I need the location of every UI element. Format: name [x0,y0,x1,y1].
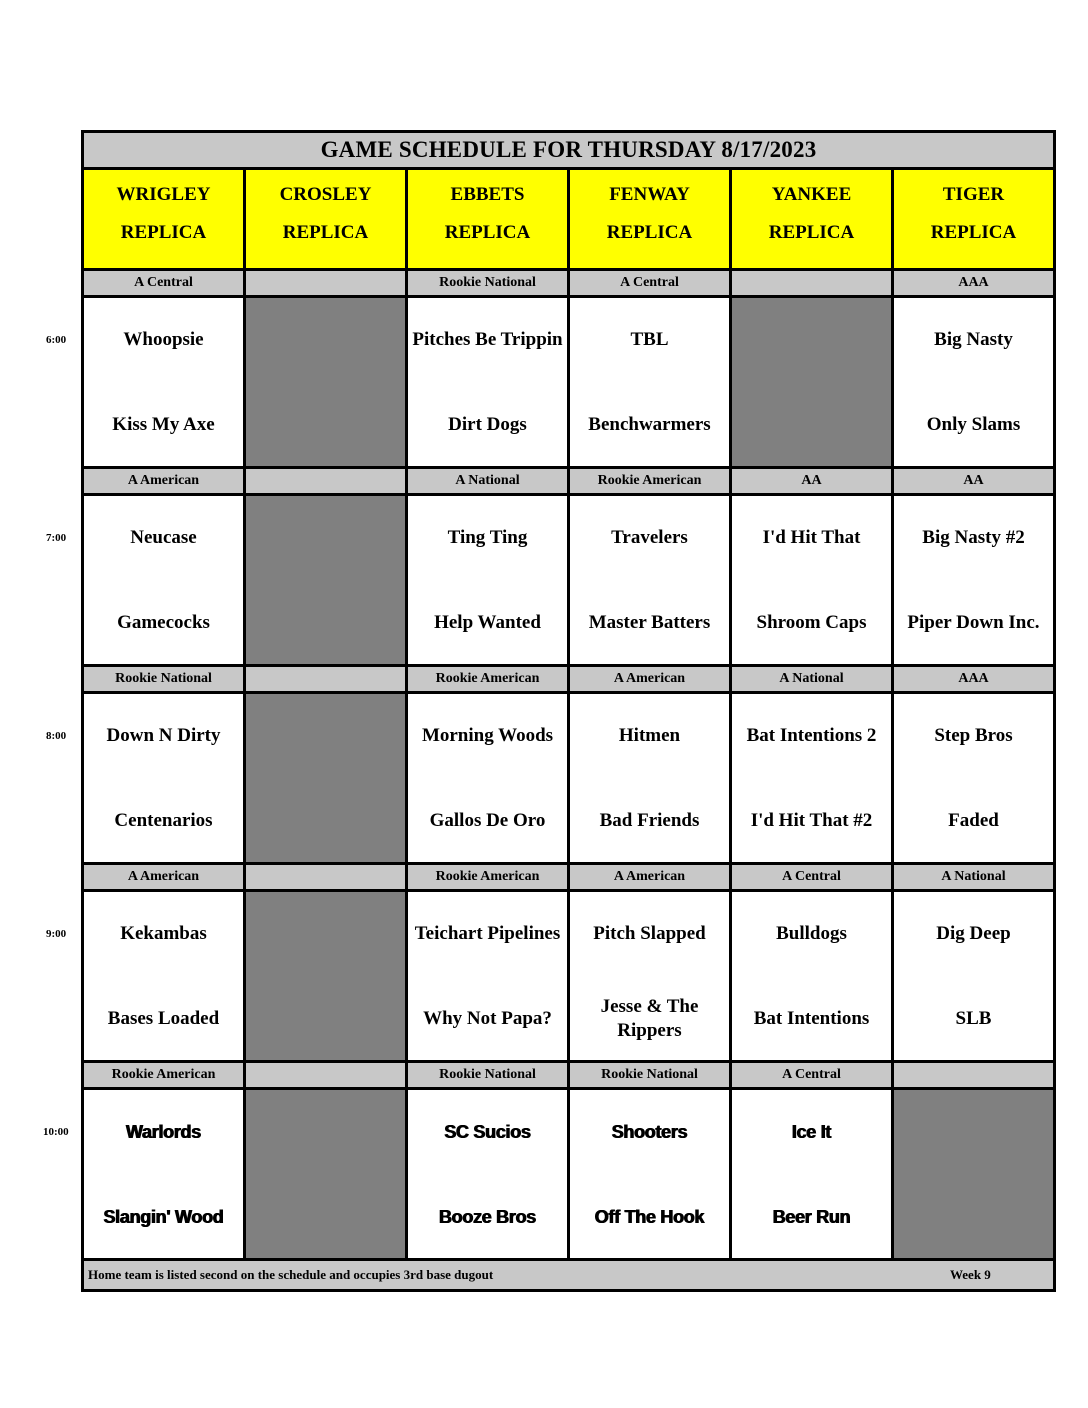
away-team: Pitches Be Trippin [412,329,563,350]
division-label: A National [894,865,1053,889]
field-name: CROSLEY [279,184,372,205]
division-row [84,865,1053,892]
game-row [84,1090,1053,1261]
game-cell [84,298,246,466]
empty-field-slot [246,1090,408,1258]
home-team: SLB [955,1008,992,1029]
empty-field-slot [246,892,408,1060]
field-header-fenway [570,170,732,268]
field-header-tiger [894,170,1053,268]
field-header-wrigley [84,170,246,268]
away-team: Neucase [130,527,197,548]
game-cell [408,1090,570,1258]
game-cell [570,1090,732,1258]
home-team: Bat Intentions [753,1008,870,1029]
home-team: Bases Loaded [107,1008,220,1029]
game-cell [84,694,246,862]
away-team: Step Bros [934,725,1013,746]
home-team: Kiss My Axe [112,414,215,435]
game-cell [570,298,732,466]
home-team: Booze Bros [438,1207,536,1227]
division-label: Rookie National [570,1063,732,1087]
home-team: Why Not Papa? [423,1008,552,1029]
field-name: YANKEE [771,184,852,205]
field-type: REPLICA [930,222,1017,243]
division-label: Rookie National [408,1063,570,1087]
away-team: Dig Deep [936,923,1011,944]
away-team: Bulldogs [776,923,847,944]
division-label: A Central [732,865,894,889]
away-team: Travelers [611,527,688,548]
division-row [84,1063,1053,1090]
away-team: I'd Hit That [762,527,861,548]
home-team: I'd Hit That #2 [750,810,873,831]
game-cell [408,496,570,664]
division-label: Rookie National [84,667,246,691]
game-cell [570,694,732,862]
division-label: A American [570,865,732,889]
away-team: Morning Woods [421,725,554,746]
away-team: TBL [630,329,669,350]
away-team: Big Nasty #2 [922,527,1025,548]
game-row [84,694,1053,865]
game-cell [894,496,1053,664]
division-label [894,1063,1053,1087]
away-team: Kekambas [120,923,207,944]
game-cell [84,496,246,664]
home-team: Shroom Caps [756,612,867,633]
field-header-row [84,170,1053,271]
division-label: AAA [894,667,1053,691]
field-type: REPLICA [606,222,693,243]
division-row [84,469,1053,496]
game-cell [408,298,570,466]
home-team-note: Home team is listed second on the schedule and occupies 3rd base dugout [88,1267,494,1282]
empty-field-slot [246,694,408,862]
game-cell [84,892,246,1060]
game-cell [570,892,732,1060]
empty-field-slot [246,298,408,466]
field-type: REPLICA [120,222,207,243]
away-team: Ice It [791,1122,832,1142]
empty-field-slot [732,298,894,466]
field-name: FENWAY [609,184,690,205]
field-type: REPLICA [282,222,369,243]
division-row [84,667,1053,694]
week-label: Week 9 [950,1267,991,1282]
division-label: AA [732,469,894,493]
home-team: Help Wanted [434,612,541,633]
game-cell [894,892,1053,1060]
division-label: AAA [894,271,1053,295]
home-team: Off The Hook [594,1207,705,1227]
game-cell [732,496,894,664]
game-row [84,496,1053,667]
division-label: Rookie American [408,667,570,691]
home-team: Faded [948,810,999,831]
away-team: Down N Dirty [106,725,221,746]
game-row [84,298,1053,469]
division-label: A American [84,469,246,493]
field-name: TIGER [942,184,1005,205]
division-label: A Central [570,271,732,295]
division-label [246,667,408,691]
division-label: A Central [732,1063,894,1087]
schedule-table [81,130,1056,1292]
division-label: A American [84,865,246,889]
time-slot-label: 9:00 [46,928,67,940]
game-cell [570,496,732,664]
division-label [246,271,408,295]
field-type: REPLICA [444,222,531,243]
away-team: SC Sucios [444,1122,531,1142]
division-label: A National [732,667,894,691]
away-team: Big Nasty [934,329,1013,350]
away-team: Whoopsie [123,329,204,350]
away-team: Shooters [611,1122,688,1142]
division-label: A Central [84,271,246,295]
away-team: Warlords [126,1122,201,1142]
division-label: A National [408,469,570,493]
away-team: Bat Intentions 2 [746,725,877,746]
home-team: Slangin' Wood [103,1207,224,1227]
home-team: Centenarios [114,810,213,831]
division-label: Rookie American [570,469,732,493]
home-team: Benchwarmers [588,414,711,435]
empty-field-slot [894,1090,1053,1258]
schedule-footer [84,1261,1053,1289]
field-name: WRIGLEY [116,184,211,205]
game-row [84,892,1053,1063]
division-label: AA [894,469,1053,493]
game-cell [894,298,1053,466]
home-team: Master Batters [588,612,711,633]
field-name: EBBETS [450,184,525,205]
field-header-yankee [732,170,894,268]
home-team: Piper Down Inc. [907,612,1040,633]
home-team: Dirt Dogs [448,414,527,435]
away-team: Ting Ting [447,527,528,548]
division-label: A American [570,667,732,691]
time-slot-label: 7:00 [46,532,67,544]
field-header-ebbets [408,170,570,268]
home-team: Gamecocks [117,612,210,633]
away-team: Pitch Slapped [593,923,706,944]
game-cell [408,694,570,862]
game-cell [408,892,570,1060]
away-team: Hitmen [618,725,681,746]
division-label [246,469,408,493]
division-label: Rookie National [408,271,570,295]
field-header-crosley [246,170,408,268]
home-team: Gallos De Oro [429,810,546,831]
field-type: REPLICA [768,222,855,243]
division-label: Rookie American [84,1063,246,1087]
game-cell [894,694,1053,862]
home-team: Only Slams [926,414,1021,435]
time-slot-label: 10:00 [43,1126,69,1138]
division-label: Rookie American [408,865,570,889]
game-cell [84,1090,246,1258]
division-label [246,1063,408,1087]
away-team: Teichart Pipelines [414,923,561,944]
game-cell [732,1090,894,1258]
home-team: Bad Friends [599,810,700,831]
empty-field-slot [246,496,408,664]
schedule-title: GAME SCHEDULE FOR THURSDAY 8/17/2023 [84,133,1053,170]
division-label [732,271,894,295]
division-row [84,271,1053,298]
game-cell [732,892,894,1060]
game-cell [732,694,894,862]
time-slot-label: 8:00 [46,730,67,742]
home-team: Beer Run [772,1207,851,1227]
time-slot-label: 6:00 [46,334,67,346]
division-label [246,865,408,889]
home-team: Jesse & The Rippers [600,996,699,1041]
